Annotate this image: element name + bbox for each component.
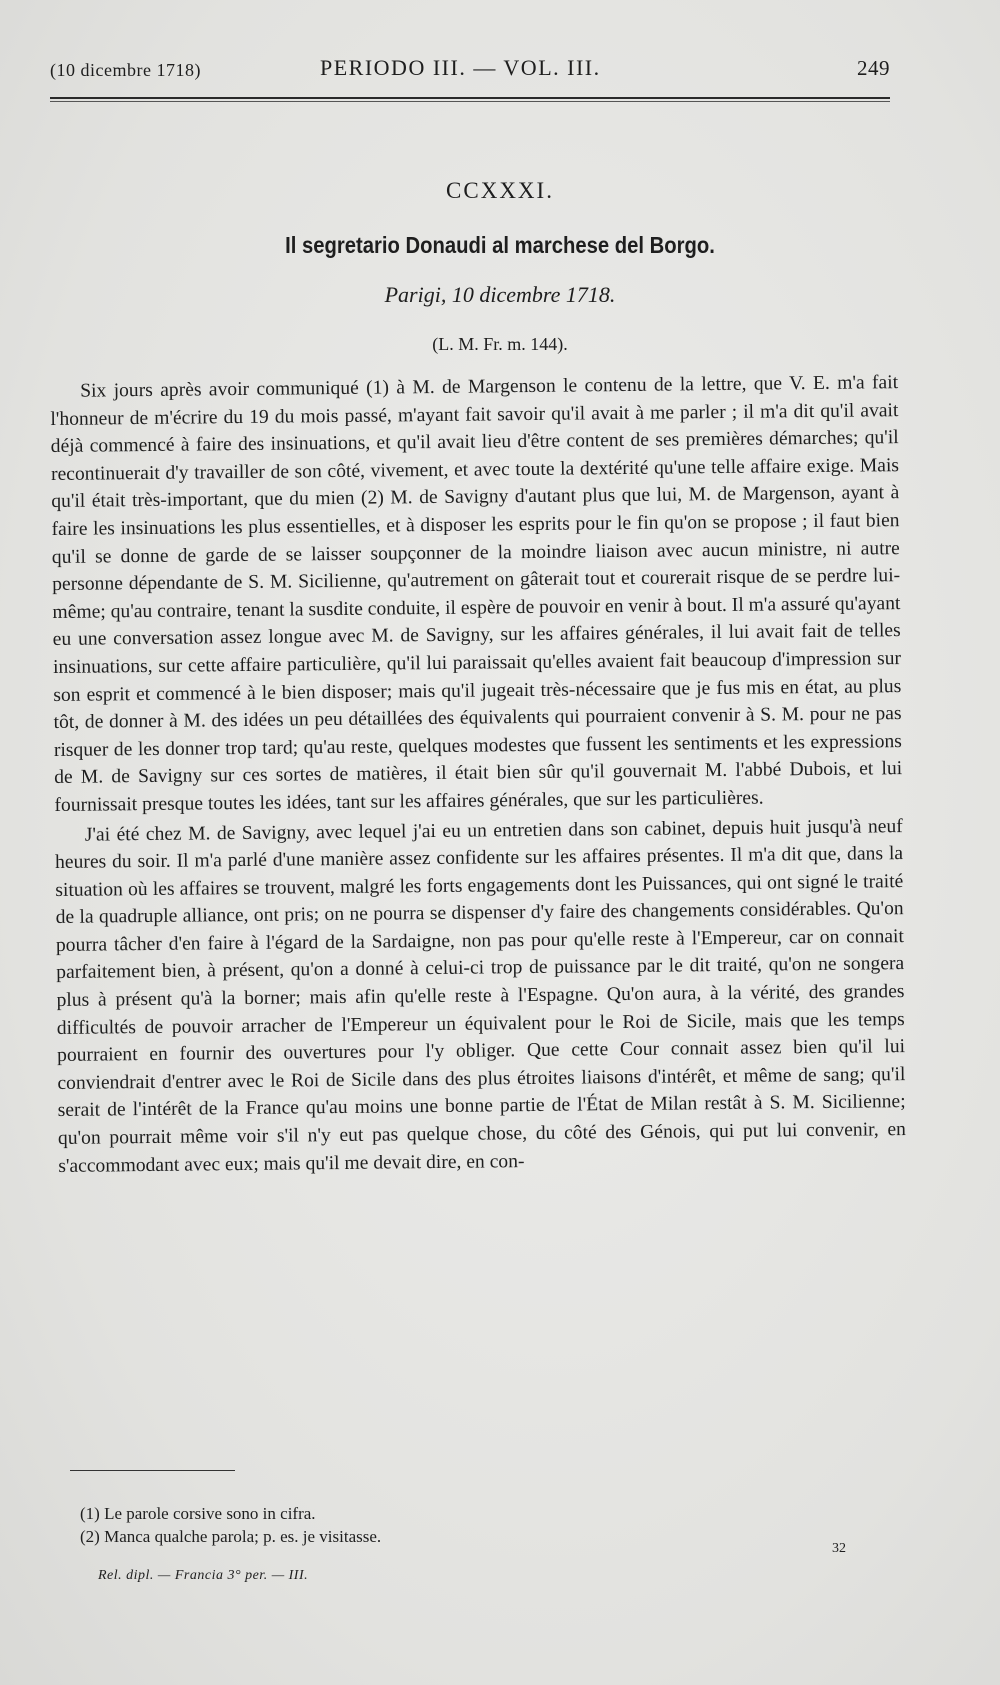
letter-body xyxy=(50,369,906,1180)
sheet-number: 32 xyxy=(832,1541,846,1556)
header-rule-thin xyxy=(50,101,890,102)
document-number: CCXXXI. xyxy=(446,178,554,203)
header-section: PERIODO III. — VOL. III. xyxy=(320,55,601,80)
footnotes xyxy=(80,1502,680,1548)
header-rule-thick xyxy=(50,97,890,99)
page-number: 249 xyxy=(857,56,890,80)
footnote-2: (2) Manca qualche parola; p. es. je visitasse. xyxy=(80,1527,382,1546)
running-head xyxy=(50,52,890,86)
document-place-date: Parigi, 10 dicembre 1718. xyxy=(384,282,616,307)
header-date: (10 dicembre 1718) xyxy=(50,60,201,80)
paragraph-1: Six jours après avoir communiqué (1) à M. de Margenson le contenu de la lettre, que V. E. m'a fait l'honneur de m'écrire du 19 du mois passé, m'ayant fait savoir qu'il avait à me parler ; il m'a dit qu'il avait déjà commencé à faire des insinuations, et qu'il avait lieu d'être content de ses premières démarches; qu'il recontinuerait d'y travailler de son côté, vivement, et avec toute la dextérité qu'une telle affaire exige. Mais qu'il était très-important, que du mien (2) M. de Savigny d'autant plus que lui, M. de Margenson, ayant à faire les insinuations les plus essentielles, et à disposer les esprits pour le fin qu'on se propose ; il faut bien qu'il se donne de garde de se laisser soupçonner de la moindre liaison avec aucun ministre, ni autre personne dépendante de S. M. Sicilienne, qu'autrement on gâterait tout et courerait risque de se perdre lui-même; qu'au contraire, tenant la susdite conduite, il espère de pouvoir en venir à bout. Il m'a assuré qu'ayant eu une conversation assez longue avec M. de Savigny, sur les affaires générales, il lui avait fait de telles insinuations, sur cette affaire particulière, qu'il lui paraissait qu'elles avaient fait beaucoup d'impression sur son esprit et commencé à le bien disposer; mais qu'il jugeait très-nécessaire que je fus mis en état, au plus tôt, de donner à M. des idées un peu détaillées des équivalents qui pourraient convenir à S. M. pour ne pas risquer de les donner trop tard; qu'au reste, quelques modestes que fussent les sentiments et les expressions de M. de Savigny sur ces sortes de matières, il était bien sûr qu'il gouvernait M. l'abbé Dubois, et lui fournissait presque toutes les idées, tant sur les affaires générales, que sur les particulières. xyxy=(50,372,903,816)
footnote-1: (1) Le parole corsive sono in cifra. xyxy=(80,1504,316,1523)
signature-mark: Rel. dipl. — Francia 3° per. — III. xyxy=(98,1568,309,1583)
document-source: (L. M. Fr. m. 144). xyxy=(432,334,568,354)
paragraph-2: J'ai été chez M. de Savigny, avec lequel j'ai eu un entretien dans son cabinet, depuis huit jusqu'à neuf heures du soir. Il m'a parlé d'une manière assez confidente sur les affaires présentes. Il m'a dit que, dans la situation où les affaires se trouvent, malgré les forts engagements dont les Puissances, qui ont signé le traité de la quadruple alliance, ont pris; on ne pourra se dispenser d'y faire des changements considérables. Qu'on pourra tâcher d'en faire à l'égard de la Sardaigne, non pas pour qu'elle reste à l'Empereur, car on connait parfaitement bien, à présent, qu'on a donné à celui-ci trop de puissance par le dit traité, qu'on ne songera plus à présent qu'à la borner; mais afin qu'elle reste à l'Espagne. Qu'on aura, à la vérité, des grandes difficultés de pouvoir arracher de l'Empereur un équivalent pour le Roi de Sicile, mais que les temps pourraient en fournir des ouvertures pour l'y obliger. Que cette Cour connait assez bien qu'il lui conviendrait d'entrer avec le Roi de Sicile dans des plus étroites liaisons d'intérêt, et même de sang; qu'il serait de l'intérêt de la France qu'au moins une bonne partie de l'État de Milan restât à S. M. Sicilienne; qu'on pourrait même voir s'il n'y eut pas quelque chose, du côté des Génois, qui put lui convenir, en s'accommodant avec eux; mais qu'il me devait dire, en con- xyxy=(54,815,907,1177)
document-title: Il segretario Donaudi al marchese del Borgo. xyxy=(285,232,715,258)
footnote-rule xyxy=(70,1470,235,1471)
